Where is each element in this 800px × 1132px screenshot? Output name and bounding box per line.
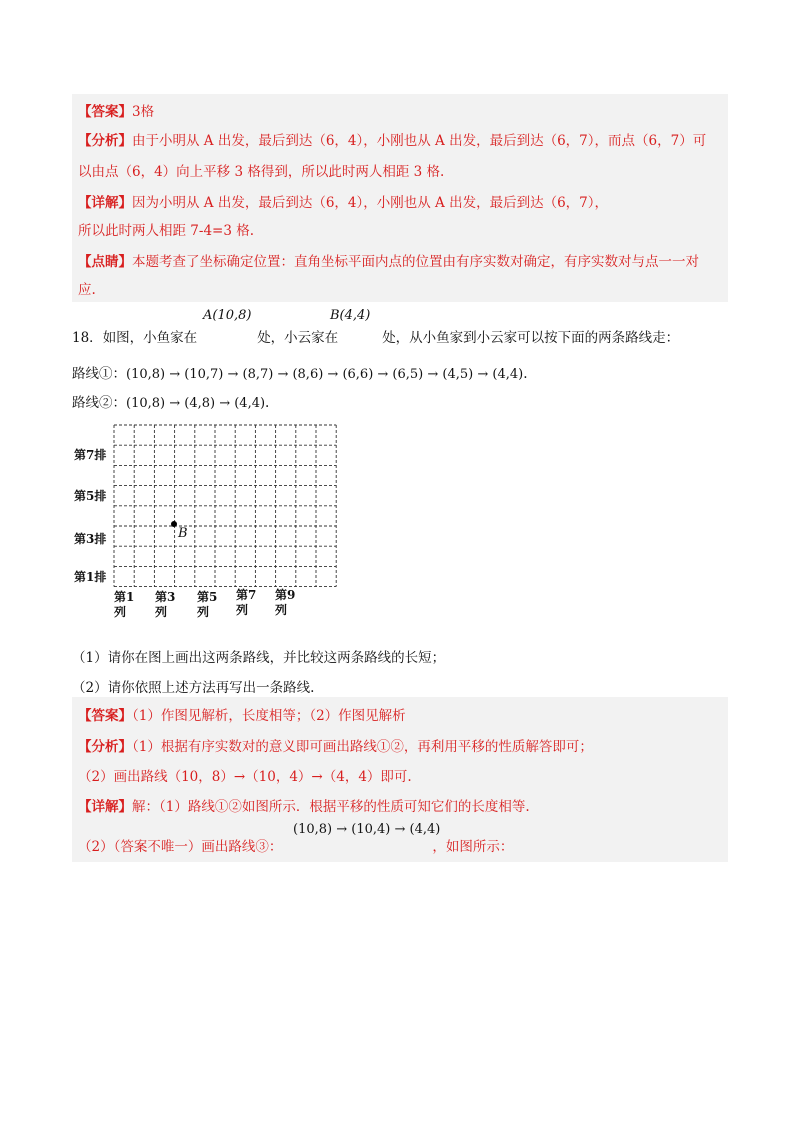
route-1-label: 路线①：	[72, 366, 126, 382]
question-intro	[72, 326, 679, 346]
detail-line-b	[78, 795, 530, 815]
analysis-line	[78, 129, 706, 149]
route-1-path: (10,8) → (10,7) → (8,7) → (8,6) → (6,6) → (6,5) → (4,5) → (4,4)	[126, 367, 524, 382]
analysis-text-2: （1）根据有序实数对的意义即可画出路线①②，再利用平移的性质解答即可；	[132, 739, 593, 755]
detail-line	[78, 191, 608, 211]
intro-c: 处，从小鱼家到小云家可以按下面的两条路线走：	[382, 330, 680, 346]
route-1	[72, 362, 527, 382]
answer-text-2: （1）作图见解析，长度相等；（2）作图见解析	[132, 708, 406, 724]
intro-b: 处，小云家在	[257, 330, 339, 346]
answer-line	[78, 100, 154, 120]
comment-line-2: 应.	[78, 282, 96, 298]
col-label-7: 第7 列	[236, 588, 257, 617]
answer-tag-2: 【答案】	[78, 708, 132, 724]
detail-tag: 【详解】	[78, 195, 132, 211]
analysis-tag: 【分析】	[78, 133, 132, 149]
route-2-label: 路线②：	[72, 395, 126, 411]
analysis-line-b2: （2）画出路线（10，8）→（10，4）→（4，4）即可.	[78, 769, 412, 785]
detail-line-2: 所以此时两人相距 7-4=3 格.	[78, 223, 255, 239]
route-2	[72, 391, 269, 411]
row-label-5: 第5排	[74, 489, 107, 503]
analysis-line-2: 以由点（6，4）向上平移 3 格得到，所以此时两人相距 3 格.	[78, 164, 445, 180]
detail-line-b2	[78, 835, 513, 855]
analysis-line-b	[78, 735, 593, 755]
solution-box-2	[72, 697, 728, 862]
question-part-1: （1）请你在图上画出这两条路线，并比较这两条路线的长短；	[72, 650, 446, 666]
detail-text: 因为小明从 A 出发，最后到达（6，4），小刚也从 A 出发，最后到达（6，7），	[132, 195, 609, 211]
point-a-label: A(10,8)	[203, 308, 252, 323]
row-label-7: 第7排	[74, 448, 107, 462]
route-1-end: .	[523, 366, 528, 382]
detail-2-a: （2）（答案不唯一）画出路线③：	[78, 839, 283, 855]
grid-point-b-label: B	[178, 526, 188, 541]
answer-tag: 【答案】	[78, 104, 132, 120]
analysis-tag-2: 【分析】	[78, 739, 132, 755]
point-b-dot	[171, 521, 177, 527]
intro-a: 如图，小鱼家在	[102, 330, 198, 346]
detail-2-b: ，如图所示：	[432, 839, 514, 855]
route-2-end: .	[265, 395, 270, 411]
col-label-1: 第1 列	[114, 590, 135, 619]
row-label-1: 第1排	[74, 570, 107, 584]
comment-line	[78, 250, 699, 270]
point-b-label: B(4,4)	[330, 308, 371, 323]
route-3-math: (10,8) → (10,4) → (4,4)	[293, 822, 441, 837]
comment-tag: 【点睛】	[78, 254, 132, 270]
route-2-path: (10,8) → (4,8) → (4,4)	[126, 396, 266, 411]
answer-line-2	[78, 704, 406, 724]
analysis-text: 由于小明从 A 出发，最后到达（6，4），小刚也从 A 出发，最后到达（6，7），而点（6，7）可	[132, 133, 707, 149]
question-number: 18．	[72, 330, 103, 346]
comment-text: 本题考查了坐标确定位置：直角坐标平面内点的位置由有序实数对确定，有序实数对与点一一对	[132, 254, 699, 270]
answer-text: 3格	[132, 104, 155, 120]
col-label-5: 第5 列	[197, 590, 218, 619]
row-label-3: 第3排	[74, 532, 107, 546]
detail-tag-2: 【详解】	[78, 799, 132, 815]
col-label-3: 第3 列	[155, 590, 176, 619]
question-part-2: （2）请你依照上述方法再写出一条路线.	[72, 680, 315, 696]
col-label-9: 第9 列	[275, 588, 296, 617]
detail-text-2: 解：（1）路线①②如图所示．根据平移的性质可知它们的长度相等.	[132, 799, 530, 815]
solution-box-1	[72, 94, 728, 302]
